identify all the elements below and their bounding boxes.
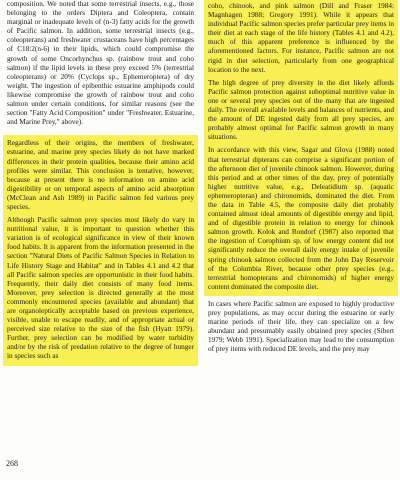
paragraph-specialization: In cases where Pacific salmon are exposed to highly productive prey populations, as may occur during the estuarine or early marine periods of their life, they can specialize on a few abundant and presumably easily obtained prey species (Sibert 1979; Webb 1991). Specialization may lead to the consumption of prey items with reduced DE levels, and the prey may <box>208 299 394 354</box>
right-column <box>204 0 398 354</box>
paragraph-prey-diversity: The high degree of prey diversity in the diet likely affords Pacific salmon protection against suboptimal nutritive value in one or several prey species out of the many that are ingested daily. The overall available levels and balances of nutrients, and the amount of DE ingested daily from all prey species, are probably almost optimal for Pacific salmon growth in many situations. <box>208 78 394 142</box>
highlighted-block-left <box>3 135 198 365</box>
paragraph-sagar-glova: In accordance with this view, Sagar and Glova (1988) noted that terrestrial dipterans can comprise a significant portion of the afternoon diet of juvenile chinook salmon. However, during this period and at other times of the day, prey of potentially higher nutritive value, e.g., Deleatidium sp. (aquatic ephemeropteran) and chironomids, dominated the diet. From the data in Table 4.5, the composite daily diet probably contained almost ideal amounts of digestible energy and lipid, and of digestible protein in relation to energy for chinook salmon growth. Kolok and Rondorf (1987) also reported that the ingestion of Corophium sp. of low energy content did not significantly reduce the overall daily energy intake of juvenile spring chinook salmon collected from the John Day Reservoir of the Columbia River, because other prey species (e.g., terrestrial homopterans and chironomids) of higher energy content dominated the composite diet. <box>208 146 394 291</box>
paragraph-nutritional-value: Although Pacific salmon prey species most likely do vary in nutritional value, it is important to question whether this variation is of ecological significance in view of their known food habits. It is apparent from the information presented in the section "Natural Diets of Pacific Salmon Species in Relation to Life History Stage and Habitat" and in Tables 4.1 and 4.2 that all Pacific salmon species are opportunistic in their food habits. Frequently, their daily diet consists of many food items. Moreover, prey selection is directed generally at the most commonly encountered species (available and abundant) that are organoleptically acceptable based on previous experience, visible, unable to escape readily, and of appropriate actual or perceived size relative to the size of the fish (Hyatt 1979). Further, prey selection can be modified by water turbidity and/or by the risk of predation relative to the degree of hunger in species such as <box>7 216 194 361</box>
page-number: 268 <box>6 459 18 468</box>
paragraph-prey-preference: coho, chinook, and pink salmon (Dill and Fraser 1984; Magnhagen 1988; Gregory 1991). While it appears that individual Pacific salmon species prefer particular prey items in their diet at each stage of the life history (Tables 4.1 and 4.2), much of this apparent preference is influenced by the aforementioned factors. For instance, Pacific salmon are not rigid in diet selection, particularly from one geographical location to the next. <box>208 2 394 74</box>
paragraph-fatty-acids: composition. We noted that some terrestrial insects, e.g., those belonging to the orders Diptera and Coleoptera, contain marginal or inadequate levels of (n-3) fatty acids for the growth of Pacific salmon. In addition, some terrestrial insects (e.g., coleopterans) and freshwater crustaceans have high percentages of C18:2(n-6) in their lipids, which could compromise the growth of some Oncorhynchus sp. (rainbow trout and coho salmon) if the lipid levels in these prey exceed 5% (terrestrial coleopterans) or 20% (Cyclops sp., Ephemeroptera) of dry weight. The ingestion of epibenthic estuarine amphipods could likewise compromise the growth of rainbow trout and coho salmon under certain conditions, for similar reasons (see the section "Fatty Acid Composition" under "Freshwater, Estuarine, and Marine Prey," above). <box>7 0 194 127</box>
highlighted-block-right <box>204 0 398 296</box>
left-column <box>3 0 198 366</box>
paragraph-protein-quality: Regardless of their origins, the members of freshwater, estuarine, and marine prey species likely do not have marked differences in their protein qualities, because their amino acid profiles were similar. This conclusion is tentative, however, because at present there is no information on amino acid digestibility or on temporal aspects of amino acid absorption (McClean and Ash 1989) in Pacific salmon fed various prey species. <box>7 139 194 211</box>
